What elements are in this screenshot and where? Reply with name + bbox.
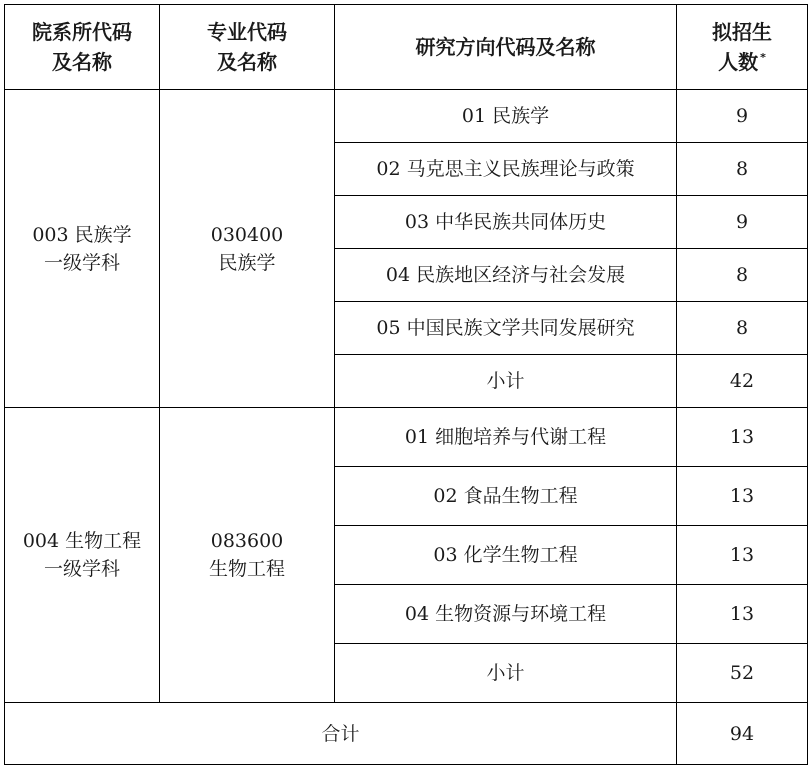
major-cell xyxy=(160,90,335,408)
header-major-line1: 专业代码 xyxy=(207,20,287,44)
total-value: 94 xyxy=(677,703,808,765)
total-row xyxy=(5,703,808,765)
direction-cell: 03 中华民族共同体历史 xyxy=(335,196,677,249)
department-code-name: 004 生物工程 xyxy=(22,530,142,552)
header-quota-line1: 拟招生 xyxy=(712,20,772,44)
quota-cell: 13 xyxy=(677,408,808,467)
table-row xyxy=(5,90,808,143)
department-cell xyxy=(5,90,160,408)
direction-cell: 05 中国民族文学共同发展研究 xyxy=(335,302,677,355)
subtotal-label: 小计 xyxy=(335,644,677,703)
header-major-line2: 及名称 xyxy=(217,50,277,74)
table-header-row xyxy=(5,5,808,90)
total-label: 合计 xyxy=(5,703,677,765)
header-quota-line2 xyxy=(677,47,807,77)
quota-cell: 8 xyxy=(677,302,808,355)
major-cell xyxy=(160,408,335,703)
quota-cell: 9 xyxy=(677,90,808,143)
quota-cell: 8 xyxy=(677,143,808,196)
direction-cell: 02 食品生物工程 xyxy=(335,467,677,526)
department-cell xyxy=(5,408,160,703)
direction-cell: 04 民族地区经济与社会发展 xyxy=(335,249,677,302)
department-code-name: 003 民族学 xyxy=(32,223,132,246)
header-quota-footnote-mark: * xyxy=(760,51,766,65)
quota-cell: 13 xyxy=(677,526,808,585)
header-department-line1: 院系所代码 xyxy=(32,20,132,44)
header-quota-line2-text: 人数 xyxy=(718,50,759,74)
direction-cell: 02 马克思主义民族理论与政策 xyxy=(335,143,677,196)
admissions-quota-table xyxy=(4,4,808,765)
subtotal-value: 52 xyxy=(677,644,808,703)
major-code: 083600 xyxy=(210,530,284,552)
quota-cell: 13 xyxy=(677,467,808,526)
header-department-line2: 及名称 xyxy=(52,50,112,74)
header-quota xyxy=(677,5,808,90)
major-code: 030400 xyxy=(210,223,284,246)
header-major xyxy=(160,5,335,90)
direction-cell: 04 生物资源与环境工程 xyxy=(335,585,677,644)
major-name: 生物工程 xyxy=(208,558,285,580)
department-level: 一级学科 xyxy=(43,558,120,580)
subtotal-label: 小计 xyxy=(335,355,677,408)
direction-cell: 01 细胞培养与代谢工程 xyxy=(335,408,677,467)
direction-cell: 03 化学生物工程 xyxy=(335,526,677,585)
quota-cell: 8 xyxy=(677,249,808,302)
major-name: 民族学 xyxy=(218,251,276,274)
quota-cell: 13 xyxy=(677,585,808,644)
header-direction: 研究方向代码及名称 xyxy=(335,5,677,90)
direction-cell: 01 民族学 xyxy=(335,90,677,143)
quota-cell: 9 xyxy=(677,196,808,249)
subtotal-value: 42 xyxy=(677,355,808,408)
department-level: 一级学科 xyxy=(43,251,120,274)
header-department xyxy=(5,5,160,90)
table-row xyxy=(5,408,808,467)
